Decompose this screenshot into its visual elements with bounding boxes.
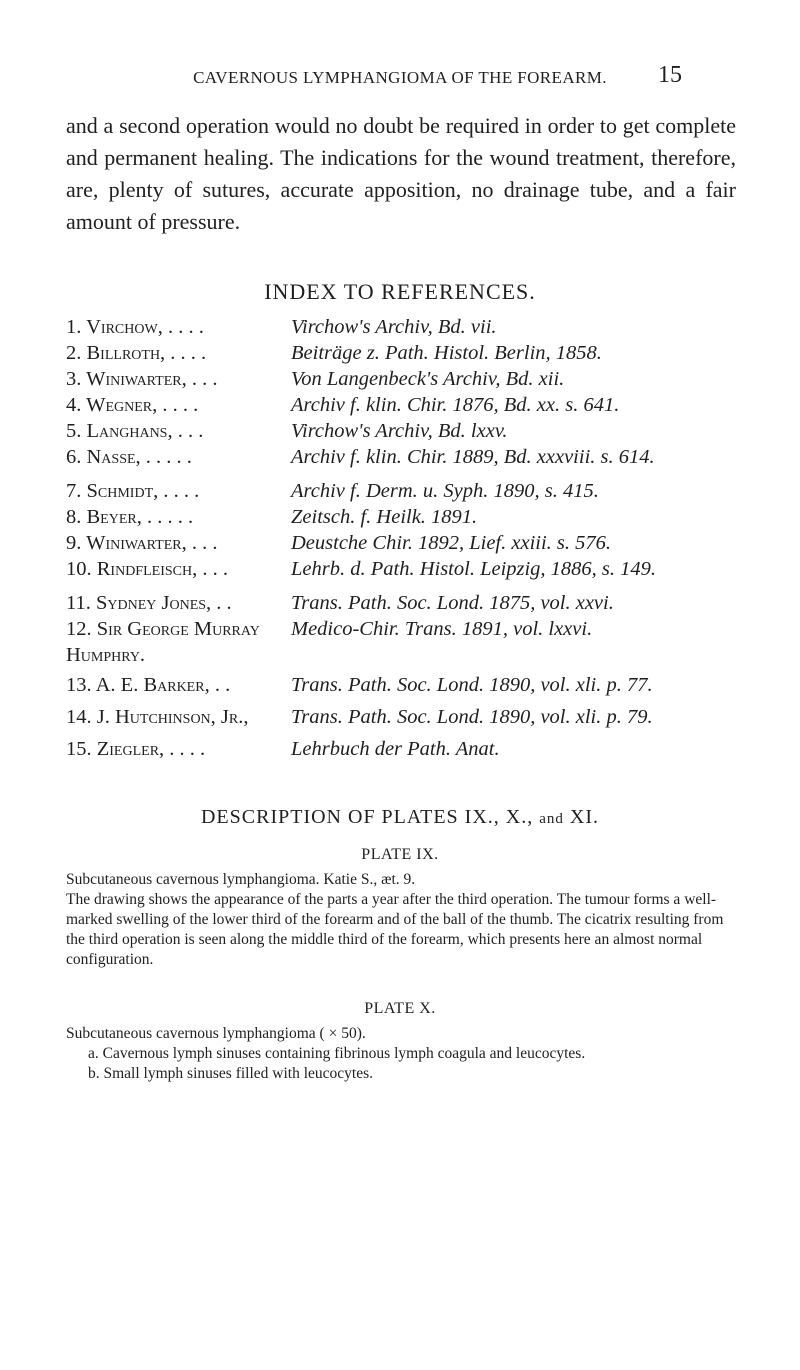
reference-citation: Lehrb. d. Path. Histol. Leipzig, 1886, s. 149. — [291, 558, 657, 580]
reference-citation: Trans. Path. Soc. Lond. 1890, vol. xli. p. 79. — [291, 706, 653, 728]
reference-author: 15. Ziegler, . . . . — [66, 738, 206, 760]
reference-item — [66, 418, 756, 444]
plates-title-and: and — [539, 811, 564, 827]
reference-citation: Virchow's Archiv, Bd. vii. — [291, 316, 497, 338]
reference-citation: Archiv f. klin. Chir. 1876, Bd. xx. s. 641. — [291, 394, 620, 416]
reference-author: 6. Nasse, . . . . . — [66, 446, 192, 468]
reference-author: 12. Sir George Murray Humphry. — [66, 618, 260, 666]
plate-ix-heading: PLATE IX. — [361, 846, 439, 863]
reference-author: 5. Langhans, . . . — [66, 420, 204, 442]
running-title: CAVERNOUS LYMPHANGIOMA OF THE FOREARM. — [193, 68, 607, 87]
reference-item — [66, 314, 756, 340]
page-number: 15 — [658, 62, 682, 88]
reference-author: 9. Winiwarter, . . . — [66, 532, 218, 554]
plate-x-heading: PLATE X. — [364, 1000, 436, 1017]
plate-x-item-a: a. Cavernous lymph sinuses containing fibrinous lymph coagula and leucocytes. — [88, 1045, 586, 1062]
plate-ix-caption: Subcutaneous cavernous lymphangioma. Katie S., æt. 9. — [66, 871, 416, 888]
reference-author: 10. Rindfleisch, . . . — [66, 558, 228, 580]
reference-author: 1. Virchow, . . . . — [66, 316, 204, 338]
reference-author: 8. Beyer, . . . . . — [66, 506, 194, 528]
reference-item — [66, 504, 756, 530]
reference-citation: Zeitsch. f. Heilk. 1891. — [291, 506, 478, 528]
reference-citation: Beiträge z. Path. Histol. Berlin, 1858. — [291, 342, 602, 364]
plate-ix-text — [66, 870, 734, 970]
plates-description-title — [0, 806, 800, 829]
reference-item — [66, 444, 756, 470]
reference-item — [66, 672, 756, 698]
reference-citation: Trans. Path. Soc. Lond. 1890, vol. xli. p. 77. — [291, 674, 653, 696]
reference-author: 13. A. E. Barker, . . — [66, 674, 231, 696]
reference-item — [66, 590, 756, 616]
plate-x-caption: Subcutaneous cavernous lymphangioma ( × 50). — [66, 1025, 366, 1042]
reference-item — [66, 616, 756, 668]
plate-x-text — [66, 1024, 734, 1084]
plate-x-item-b: b. Small lymph sinuses filled with leucocytes. — [88, 1065, 373, 1082]
reference-author: 3. Winiwarter, . . . — [66, 368, 218, 390]
index-title: INDEX TO REFERENCES. — [264, 279, 536, 304]
reference-author: 11. Sydney Jones, . . — [66, 592, 232, 614]
reference-list — [66, 314, 756, 762]
reference-author: 7. Schmidt, . . . . — [66, 480, 200, 502]
reference-item — [66, 392, 756, 418]
plates-title-end: XI. — [569, 806, 600, 828]
reference-item — [66, 736, 756, 762]
reference-citation: Von Langenbeck's Archiv, Bd. xii. — [291, 368, 565, 390]
plate-ix-body: The drawing shows the appearance of the parts a year after the third operation. The tumour forms a well-marked swelling of the lower third of the forearm and of the ball of the thumb. The cicatrix resulting from the third operation is seen along the middle third of the forearm, which presents here an almost normal configuration. — [66, 891, 724, 968]
plates-title-main: DESCRIPTION OF PLATES IX., X., — [200, 806, 534, 828]
reference-author: 2. Billroth, . . . . — [66, 342, 207, 364]
reference-citation: Archiv f. klin. Chir. 1889, Bd. xxxviii. s. 614. — [291, 446, 655, 468]
running-head — [0, 62, 800, 96]
reference-citation: Virchow's Archiv, Bd. lxxv. — [291, 420, 508, 442]
reference-item — [66, 340, 756, 366]
reference-author: 14. J. Hutchinson, Jr., — [66, 706, 249, 728]
reference-item — [66, 556, 756, 582]
reference-citation: Archiv f. Derm. u. Syph. 1890, s. 415. — [291, 480, 599, 502]
reference-author: 4. Wegner, . . . . — [66, 394, 199, 416]
reference-item — [66, 478, 756, 504]
reference-item — [66, 530, 756, 556]
reference-item — [66, 704, 756, 730]
reference-citation: Deustche Chir. 1892, Lief. xxiii. s. 576. — [291, 532, 612, 554]
reference-citation: Medico-Chir. Trans. 1891, vol. lxxvi. — [291, 618, 593, 640]
intro-paragraph: and a second operation would no doubt be required in order to get complete and permanent healing. The indications for the wound treatment, therefore, are, plenty of sutures, accurate apposition, no drainage tube, and a fair amount of pressure. — [66, 113, 736, 234]
reference-citation: Lehrbuch der Path. Anat. — [291, 738, 500, 760]
reference-citation: Trans. Path. Soc. Lond. 1875, vol. xxvi. — [291, 592, 614, 614]
reference-item — [66, 366, 756, 392]
